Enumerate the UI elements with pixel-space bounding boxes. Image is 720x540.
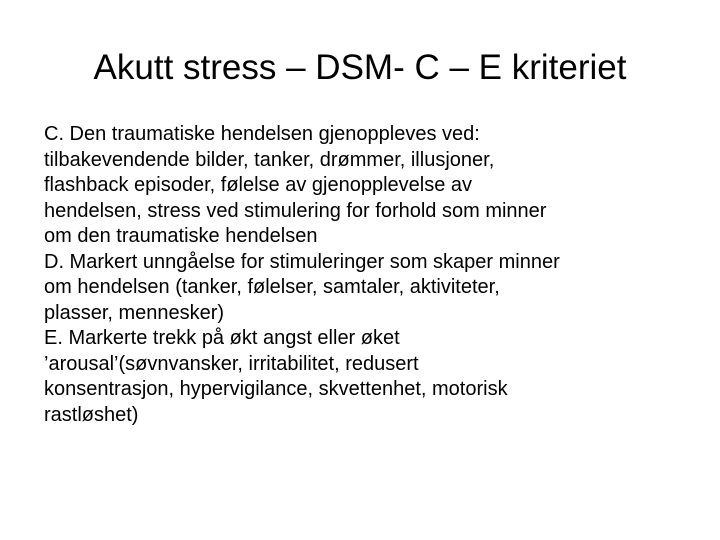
criterion-e [44, 326, 694, 428]
criterion-d [44, 250, 694, 327]
criteria-list [44, 122, 694, 428]
criterion-e-line: ’arousal’(søvnvansker, irritabilitet, redusert [44, 352, 419, 375]
criterion-c-line: C. Den traumatiske hendelsen gjenoppleves ved: [44, 123, 480, 145]
criterion-d-line: plasser, mennesker) [44, 301, 225, 324]
criterion-e-line: konsentrasjon, hypervigilance, skvettenhet, motorisk [44, 378, 508, 400]
slide-title: Akutt stress – DSM- C – E kriteriet [93, 48, 627, 87]
criterion-e-line: E. Markerte trekk på økt angst eller øket [44, 327, 400, 349]
criterion-d-line: om hendelsen (tanker, følelser, samtaler, aktiviteter, [44, 276, 500, 298]
criterion-c-line: tilbakevendende bilder, tanker, drømmer, illusjoner, [44, 148, 495, 171]
criterion-c [44, 122, 694, 250]
criterion-c-line: om den traumatiske hendelsen [44, 225, 318, 247]
criterion-c-line: hendelsen, stress ved stimulering for forhold som minner [44, 199, 547, 222]
criterion-c-line: flashback episoder, følelse av gjenopplevelse av [44, 174, 473, 196]
criterion-e-line: rastløshet) [44, 403, 139, 426]
criterion-d-line: D. Markert unngåelse for stimuleringer som skaper minner [44, 250, 560, 273]
